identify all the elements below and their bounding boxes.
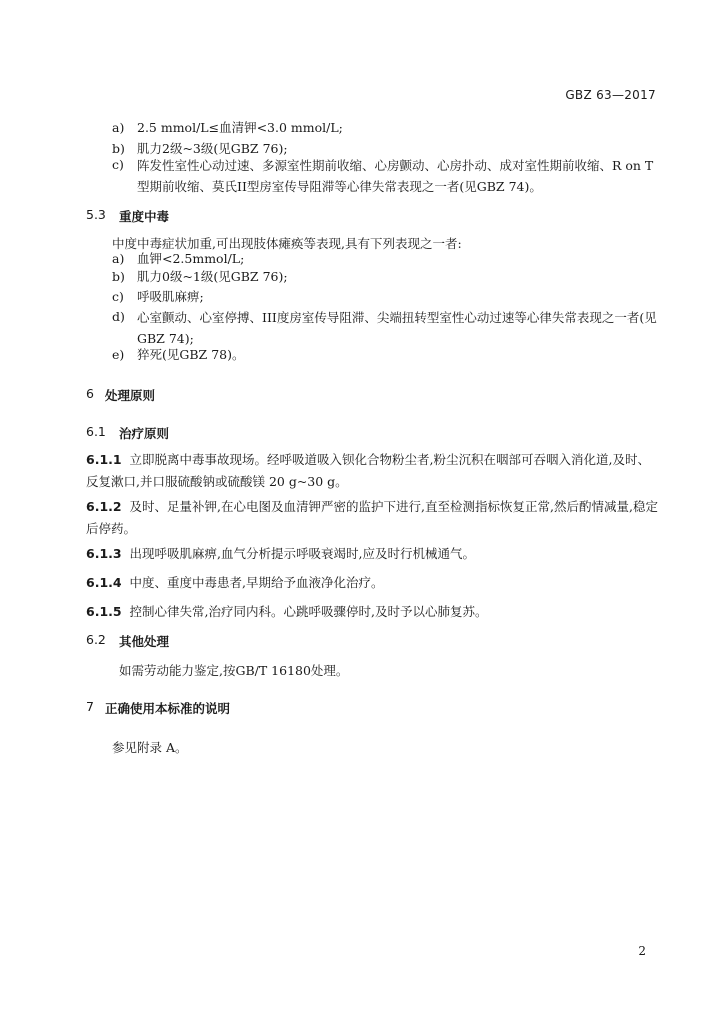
section-title: 重度中毒 xyxy=(119,209,170,224)
clause-number: 6.1.3 xyxy=(86,546,122,561)
list-item-label: c) xyxy=(112,289,124,304)
treatment-paragraph-6-1-3 xyxy=(86,543,658,565)
section-title: 其他处理 xyxy=(119,634,170,649)
treatment-paragraph-6-1-4 xyxy=(86,572,658,594)
section-body: 参见附录 A。 xyxy=(112,740,188,755)
clause-number: 6.1.4 xyxy=(86,575,122,590)
section-intro: 中度中毒症状加重,可出现肢体瘫痪等表现,具有下列表现之一者: xyxy=(112,236,462,251)
list-item-label: e) xyxy=(112,347,125,362)
clause-number: 6.1.2 xyxy=(86,499,122,514)
list-item-label: b) xyxy=(112,141,125,156)
section-number: 6.1 xyxy=(86,424,106,439)
list-item-label: d) xyxy=(112,309,125,324)
section-number: 5.3 xyxy=(86,207,106,222)
section-number: 7 xyxy=(86,699,94,714)
list-item-text: 血钾<2.5mmol/L; xyxy=(137,251,245,266)
section-number: 6 xyxy=(86,386,94,401)
list-item-label: a) xyxy=(112,120,125,135)
treatment-paragraph-6-1-5 xyxy=(86,601,658,623)
section-title: 处理原则 xyxy=(105,388,156,403)
list-item-text: 猝死(见GBZ 78)。 xyxy=(137,347,245,362)
clause-text: 中度、重度中毒患者,早期给予血液净化治疗。 xyxy=(129,575,384,590)
section-title: 正确使用本标准的说明 xyxy=(105,701,231,716)
treatment-paragraph-6-1-2 xyxy=(86,496,658,540)
list-item-text: 肌力2级~3级(见GBZ 76); xyxy=(137,141,288,156)
treatment-paragraph-6-1-1 xyxy=(86,449,658,493)
list-item-text: 2.5 mmol/L≤血清钾<3.0 mmol/L; xyxy=(137,120,343,135)
section-title: 治疗原则 xyxy=(119,426,170,441)
section-body: 如需劳动能力鉴定,按GB/T 16180处理。 xyxy=(119,663,349,678)
list-item-text: 阵发性室性心动过速、多源室性期前收缩、心房颤动、心房扑动、成对室性期前收缩、R on T 型期前收缩、莫氏II型房室传导阻滞等心律失常表现之一者(见GBZ 74)。 xyxy=(137,158,654,194)
document-code-header: GBZ 63—2017 xyxy=(565,88,656,102)
list-item-label: c) xyxy=(112,157,124,172)
clause-text: 立即脱离中毒事故现场。经呼吸道吸入钡化合物粉尘者,粉尘沉积在咽部可吞咽入消化道,及时、反复漱口,并口服硫酸钠或硫酸镁 20 g~30 g。 xyxy=(86,452,650,489)
list-item-text: 呼吸肌麻痹; xyxy=(137,289,204,304)
list-item-text: 心室颤动、心室停搏、III度房室传导阻滞、尖端扭转型室性心动过速等心律失常表现之一者(见GBZ 74); xyxy=(137,310,657,346)
clause-text: 出现呼吸肌麻痹,血气分析提示呼吸衰竭时,应及时行机械通气。 xyxy=(129,546,475,561)
list-item-label: a) xyxy=(112,251,125,266)
list-item-text: 肌力0级~1级(见GBZ 76); xyxy=(137,269,288,284)
clause-text: 及时、足量补钾,在心电图及血清钾严密的监护下进行,直至检测指标恢复正常,然后酌情减量,稳定后停药。 xyxy=(86,499,658,536)
list-item-label: b) xyxy=(112,269,125,284)
section-number: 6.2 xyxy=(86,632,106,647)
page-number: 2 xyxy=(638,944,646,958)
clause-number: 6.1.1 xyxy=(86,452,122,467)
clause-number: 6.1.5 xyxy=(86,604,122,619)
clause-text: 控制心律失常,治疗同内科。心跳呼吸骤停时,及时予以心肺复苏。 xyxy=(129,604,488,619)
